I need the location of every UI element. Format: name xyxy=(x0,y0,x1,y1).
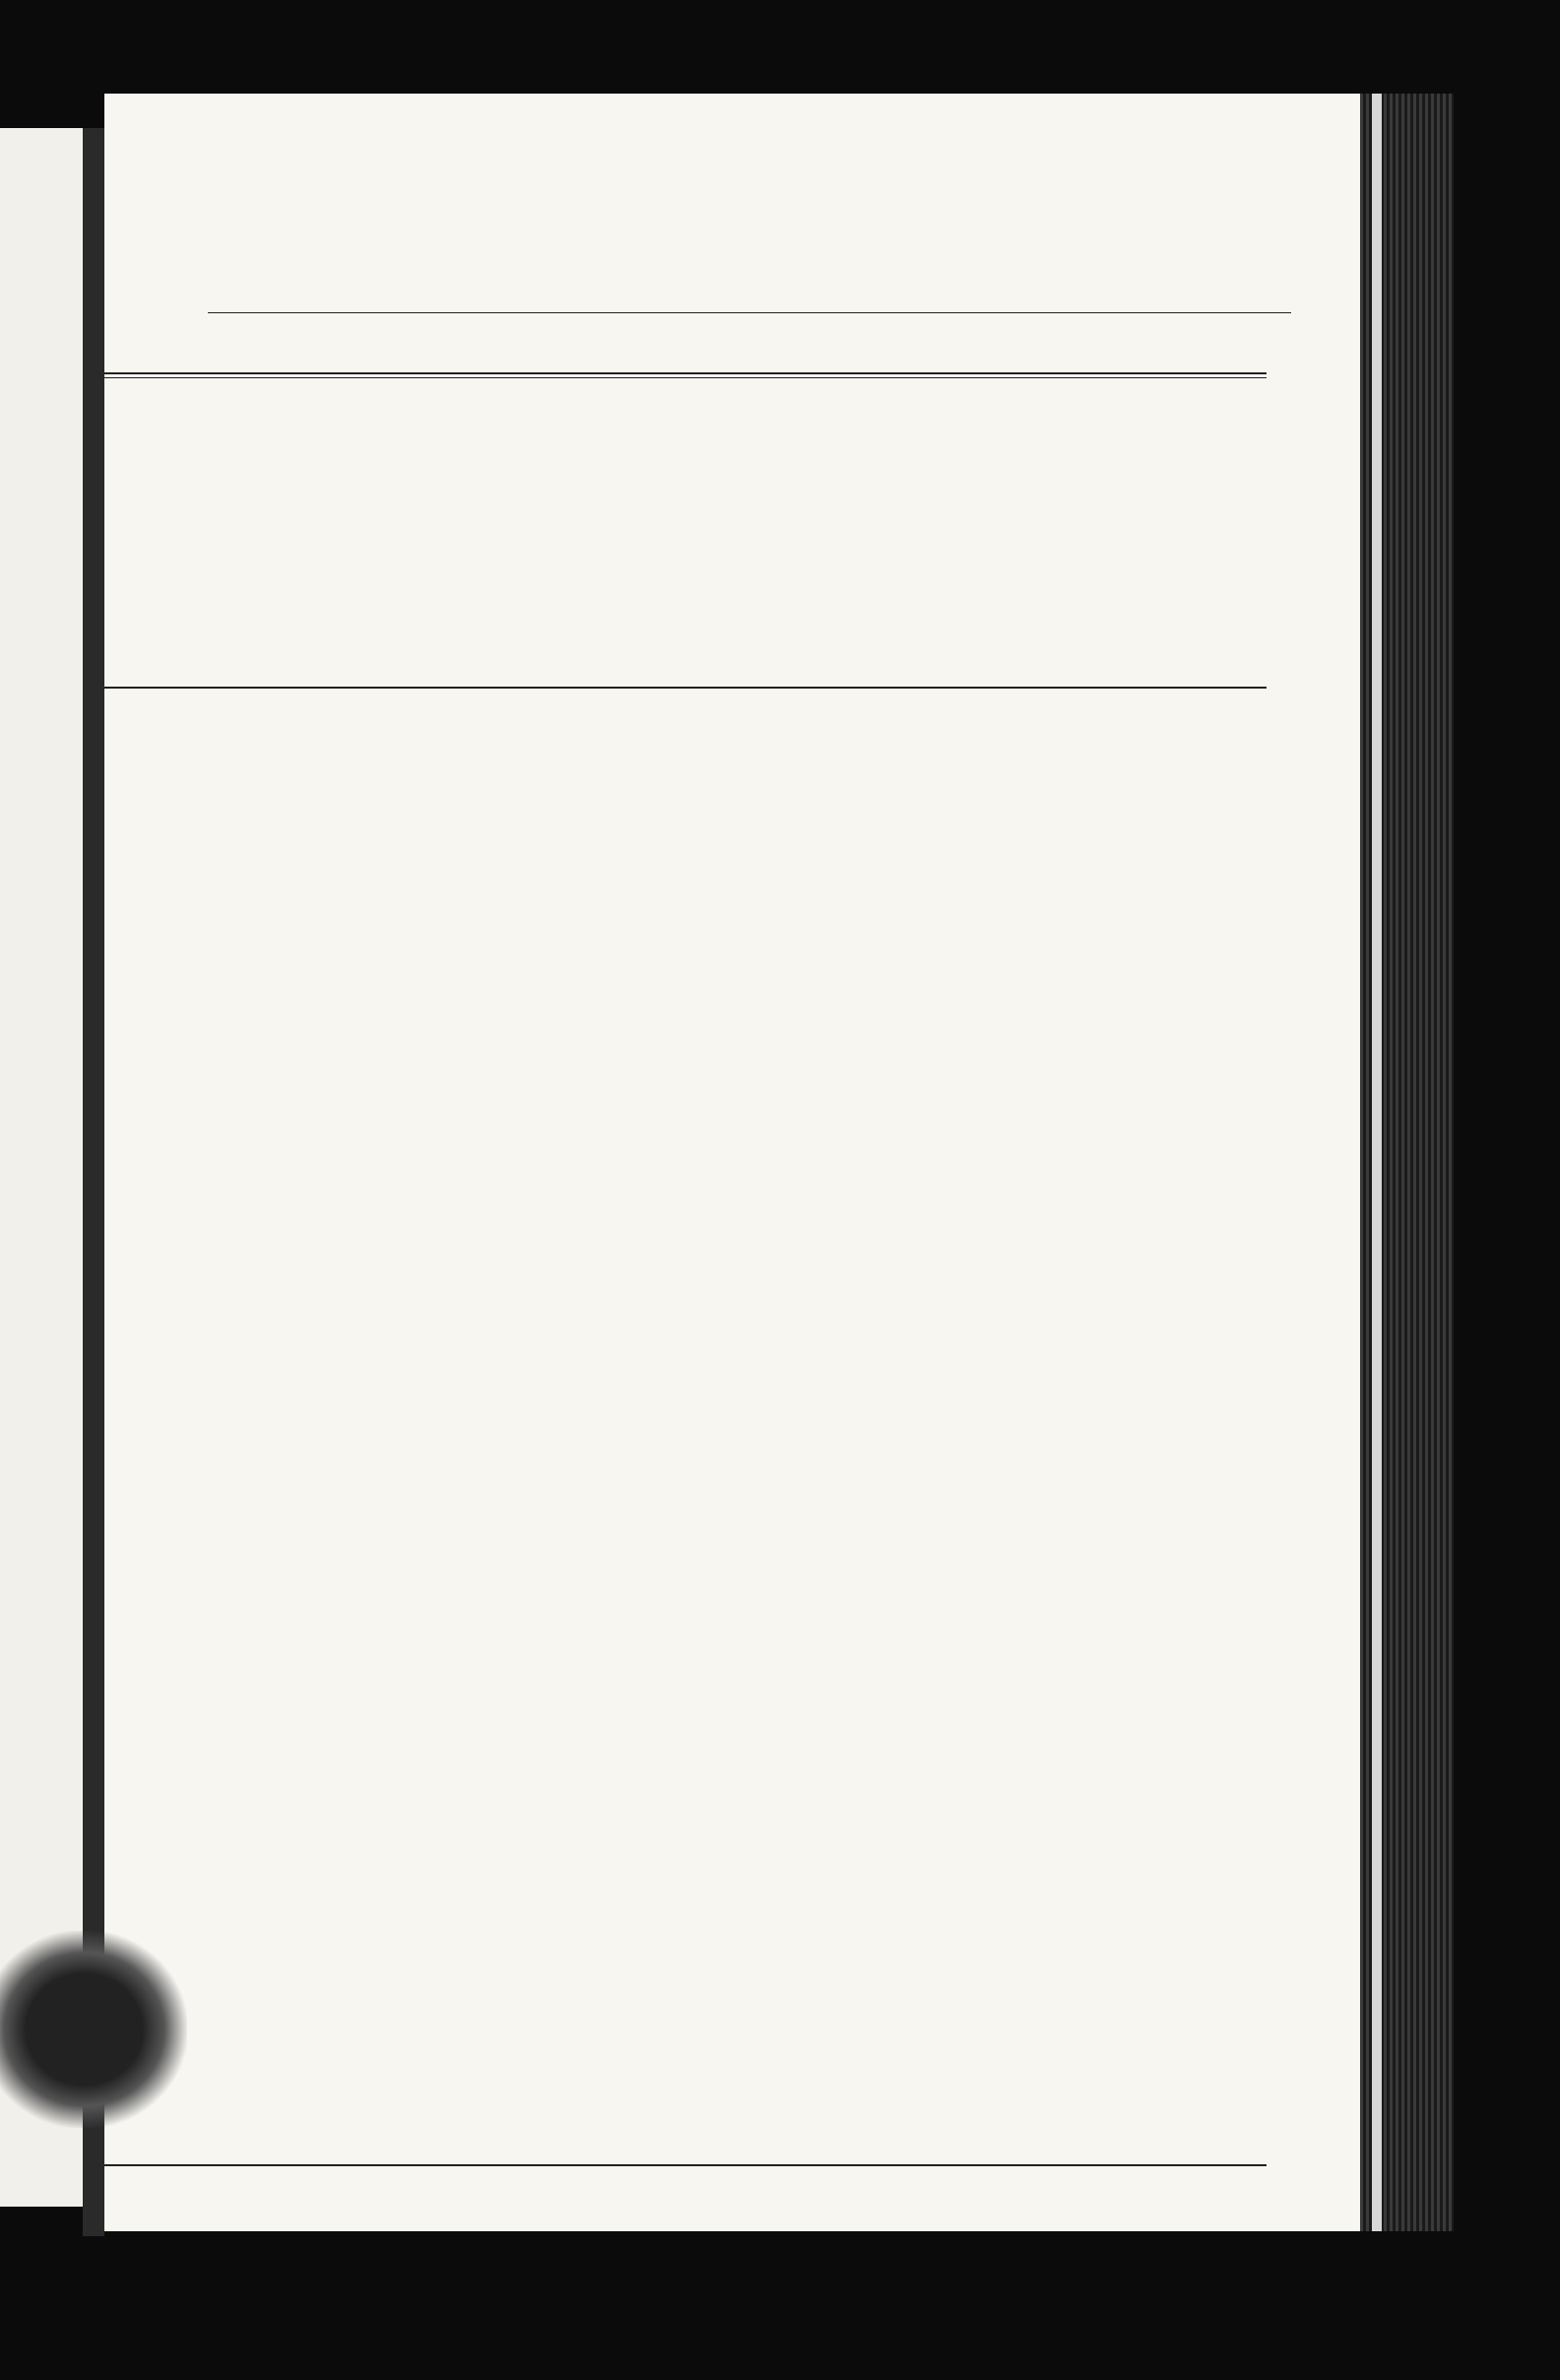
left-page-edge xyxy=(0,128,83,2207)
header-bottom-rule xyxy=(104,687,1267,689)
left-page-column xyxy=(0,128,83,2207)
page-damage-stain xyxy=(0,1931,187,2128)
book-gutter xyxy=(83,128,104,2236)
table-top-rule-2 xyxy=(104,377,1267,378)
header-rule xyxy=(208,312,1291,313)
book-right-edge xyxy=(1360,94,1454,2231)
table-top-rule xyxy=(104,372,1267,374)
table-bottom-rule xyxy=(104,2164,1267,2166)
ledger-page xyxy=(104,94,1360,2231)
